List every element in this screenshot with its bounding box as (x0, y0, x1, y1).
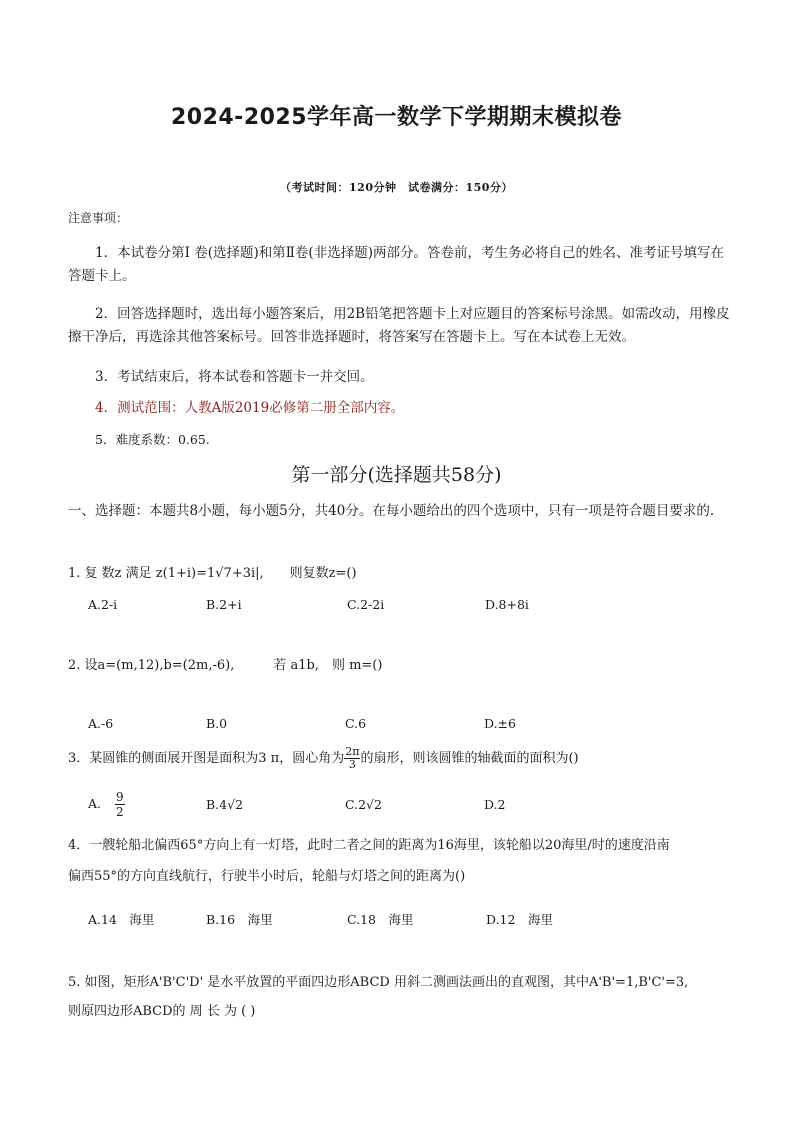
section-intro: 一、选择题：本题共8小题，每小题5分，共40分。在每小题给出的四个选项中，只有一项是符合题目要求的. (68, 503, 715, 519)
question-1-stem: 1. 复 数z 满足 z(1+i)=1√7+3i|, 则复数z=() (68, 566, 357, 581)
question-3-angle-fraction (344, 746, 360, 771)
question-3-option-c: C.2√2 (345, 797, 382, 812)
question-3-stem-before: 3．某圆锥的侧面展开图是面积为3 π，圆心角为 (68, 751, 345, 766)
notice-item-1: 1．本试卷分第Ⅰ 卷(选择题)和第Ⅱ卷(非选择题)两部分。答卷前，考生务必将自己的姓名、准考证号填写在答题卡上。 (68, 245, 724, 284)
question-2-option-b: B.0 (206, 716, 228, 731)
notice-item-4: 4．测试范围：人教A版2019必修第二册全部内容。 (95, 400, 405, 416)
question-5-stem-line-2: 则原四边形ABCD的 周 长 为 ( ) (68, 1004, 256, 1019)
notice-heading: 注意事项： (68, 211, 129, 225)
question-3-option-b: B.4√2 (206, 797, 244, 812)
section-title: 第一部分(选择题共58分) (291, 464, 502, 486)
option-a-fraction (115, 790, 125, 819)
notice-item-3: 3．考试结束后，将本试卷和答题卡一并交回。 (95, 369, 374, 385)
question-4-option-a: A.14 海里 (88, 912, 155, 927)
fraction-denominator: 2 (116, 805, 124, 819)
notice-item-2: 2．回答选择题时，选出每小题答案后，用2B铅笔把答题卡上对应题目的答案标号涂黑。如需改动，用橡皮擦干净后，再选涂其他答案标号。回答非选择题时，将答案写在答题卡上。写在本试卷上无效。 (68, 306, 730, 345)
question-1-option-c: C.2-2i (347, 597, 385, 612)
question-2-option-d: D.±6 (484, 716, 516, 731)
question-3-option-d: D.2 (484, 797, 506, 812)
fraction-denominator: 3 (348, 758, 356, 771)
notice-item-5: 5．难度系数：0.65. (95, 432, 210, 447)
question-4-option-c: C.18 海里 (347, 912, 414, 927)
fraction-numerator: 2π (345, 745, 360, 758)
question-4-option-d: D.12 海里 (486, 912, 553, 927)
question-2-option-a: A.-6 (88, 716, 114, 731)
exam-time-score: （考试时间：120分钟 试卷满分：150分） (280, 181, 513, 194)
question-1-option-b: B.2+i (206, 597, 242, 612)
question-1-option-a: A.2-i (88, 597, 118, 612)
question-3-stem (68, 746, 579, 771)
question-3-stem-after: 的扇形，则该圆锥的轴截面的面积为() (360, 751, 579, 766)
question-4-option-b: B.16 海里 (206, 912, 273, 927)
question-2-option-c: C.6 (345, 716, 367, 731)
question-3-option-a (88, 790, 125, 819)
question-2-stem: 2. 设a=(m,12),b=(2m,-6), 若 a1b, 则 m=() (68, 658, 383, 673)
exam-title: 2024-2025学年高一数学下学期期末模拟卷 (170, 105, 623, 130)
option-a-label: A. (88, 796, 102, 811)
question-5-stem-line-1: 5. 如图，矩形A'B'C'D' 是水平放置的平面四边形ABCD 用斜二测画法画出的直观图，其中A'B'=1,B'C'=3, (68, 975, 689, 990)
question-4-stem-line-2: 偏西55°的方向直线航行，行驶半小时后，轮船与灯塔之间的距离为() (68, 869, 466, 884)
question-1-option-d: D.8+8i (485, 597, 529, 612)
question-4-stem-line-1: 4．一艘轮船北偏西65°方向上有一灯塔，此时二者之间的距离为16海里，该轮船以20海里/时的速度沿南 (68, 838, 670, 853)
fraction-numerator: 9 (116, 790, 124, 804)
